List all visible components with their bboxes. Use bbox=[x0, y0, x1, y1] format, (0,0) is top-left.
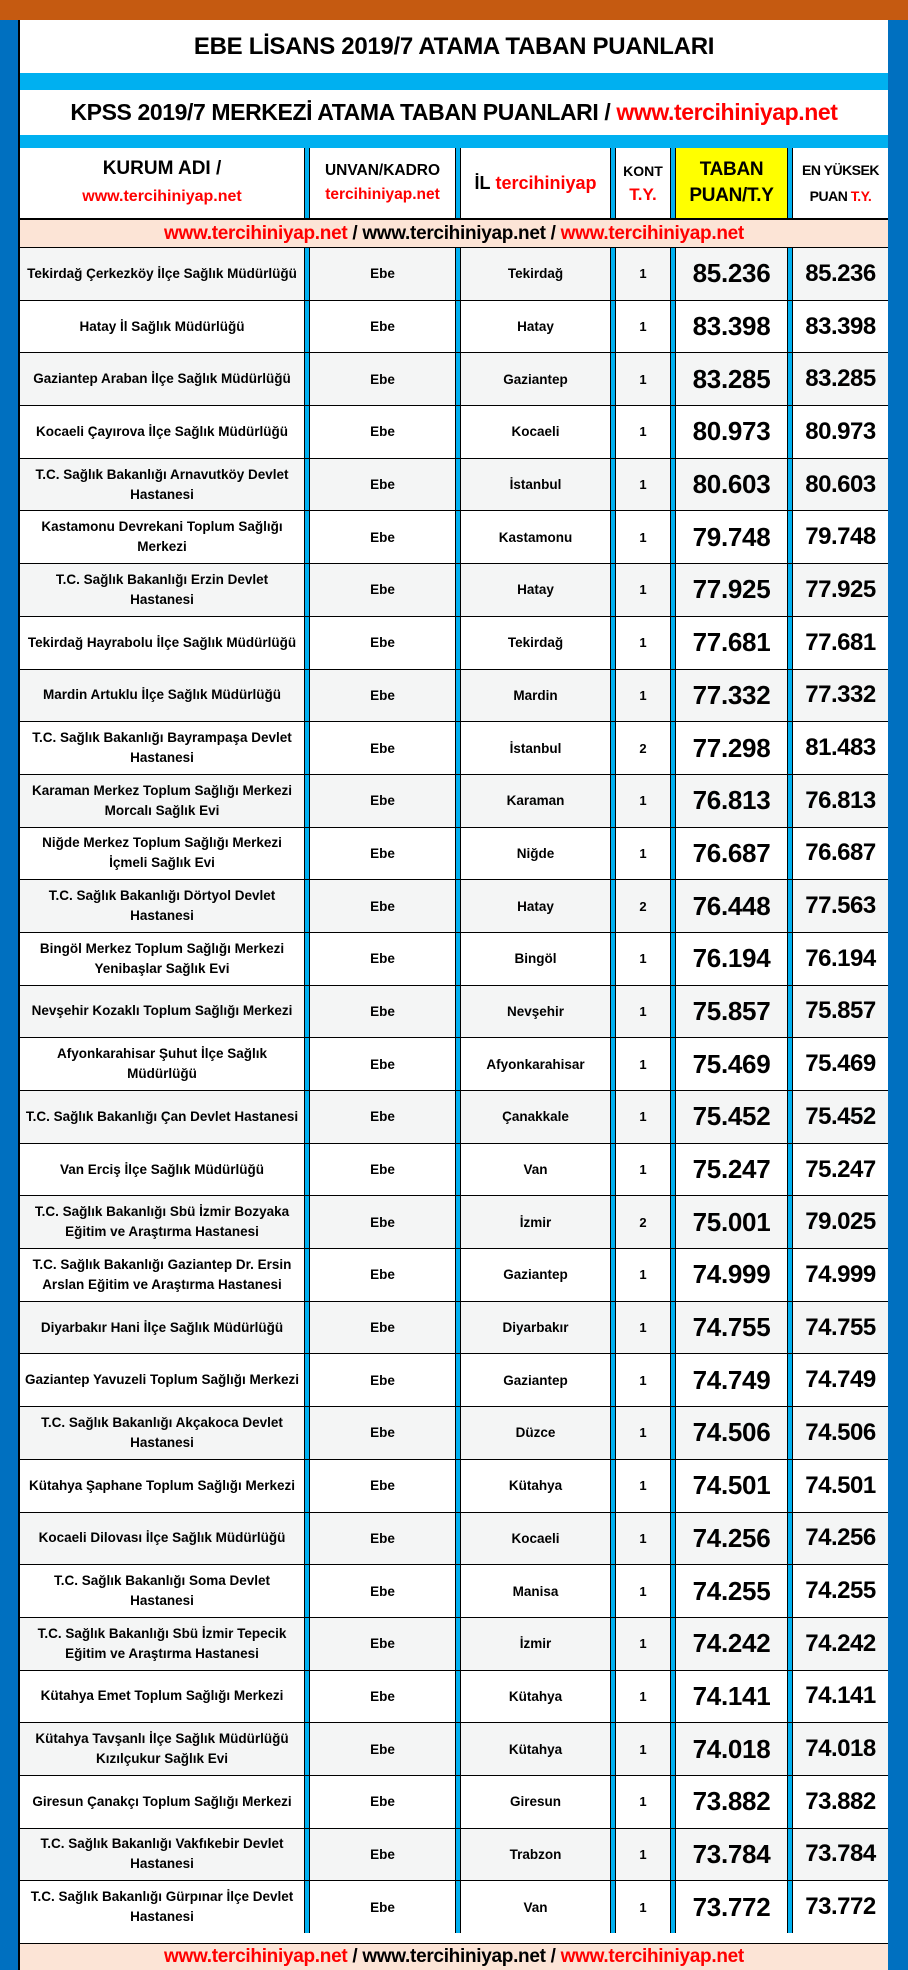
cell-en-yuksek-puan: 80.603 bbox=[793, 459, 888, 511]
cell-en-yuksek-puan: 81.483 bbox=[805, 734, 876, 762]
cell-en-yuksek-puan: 83.285 bbox=[793, 353, 888, 405]
band-link-3[interactable]: www.tercihiniyap.net bbox=[560, 1946, 744, 1967]
cell-taban-puan: 74.749 bbox=[692, 1364, 771, 1395]
band-sep-2: / bbox=[545, 222, 561, 244]
header-en-yuksek bbox=[793, 148, 888, 218]
top-accent-bar bbox=[0, 0, 908, 20]
page-subtitle bbox=[20, 90, 888, 135]
cell-en-yuksek-puan: 76.194 bbox=[805, 944, 876, 972]
cell-kurum: Kocaeli Çayırova İlçe Sağlık Müdürlüğü bbox=[35, 423, 289, 439]
header-en-yuksek-sub: T.Y. bbox=[850, 188, 872, 204]
header-kont-label: KONT bbox=[623, 163, 663, 179]
header-unvan bbox=[310, 148, 455, 218]
cell-en-yuksek-puan: 79.748 bbox=[805, 523, 876, 551]
cell-kont: 1 bbox=[639, 1056, 647, 1072]
cell-kurum: Nevşehir Kozaklı Toplum Sağlığı Merkezi bbox=[20, 986, 304, 1038]
cell-kurum: T.C. Sağlık Bakanlığı Soma Devlet Hastanesi bbox=[53, 1573, 271, 1609]
cell-kurum: T.C. Sağlık Bakanlığı Vakfıkebir Devlet Hastanesi bbox=[20, 1829, 304, 1881]
cell-unvan: Ebe bbox=[370, 319, 395, 335]
cell-en-yuksek-puan: 77.925 bbox=[793, 564, 888, 616]
cell-unvan: Ebe bbox=[310, 564, 455, 616]
cell-kont: 1 bbox=[616, 248, 670, 300]
table-body bbox=[20, 247, 888, 1933]
subtitle-text: KPSS 2019/7 MERKEZİ ATAMA TABAN PUANLARI / bbox=[70, 99, 617, 125]
table-row bbox=[20, 1195, 888, 1248]
header-taban-line1: TABAN bbox=[699, 159, 764, 180]
cell-unvan: Ebe bbox=[370, 1478, 395, 1494]
cell-en-yuksek-puan: 73.784 bbox=[793, 1829, 888, 1881]
cell-taban-puan: 83.398 bbox=[692, 311, 771, 342]
cell-il: Tekirdağ bbox=[507, 635, 564, 651]
cell-en-yuksek-puan: 73.772 bbox=[805, 1893, 876, 1921]
table-row bbox=[20, 1828, 888, 1881]
cell-kurum: T.C. Sağlık Bakanlığı Arnavutköy Devlet Hastanesi bbox=[20, 459, 304, 511]
band-sep-2: / bbox=[545, 1946, 561, 1967]
cell-en-yuksek-puan: 83.398 bbox=[805, 312, 876, 340]
cell-unvan: Ebe bbox=[370, 1056, 395, 1072]
cell-unvan: Ebe bbox=[310, 1723, 455, 1775]
cell-kurum: Bingöl Merkez Toplum Sağlığı Merkezi Yenibaşlar Sağlık Evi bbox=[39, 940, 285, 976]
cell-unvan: Ebe bbox=[370, 1267, 395, 1283]
cell-kont: 1 bbox=[639, 1583, 647, 1599]
header-il-link[interactable]: tercihiniyap bbox=[495, 172, 597, 193]
watermark-band-top bbox=[20, 220, 888, 247]
cell-il: İzmir bbox=[461, 1196, 610, 1248]
cell-kont: 1 bbox=[639, 424, 647, 440]
divider-stripe bbox=[20, 73, 888, 90]
cell-en-yuksek-puan: 77.681 bbox=[805, 628, 876, 656]
cell-unvan: Ebe bbox=[370, 529, 395, 545]
table-row bbox=[20, 721, 888, 774]
cell-kont: 1 bbox=[616, 670, 670, 722]
cell-kurum: Kastamonu Devrekani Toplum Sağlığı Merkezi bbox=[41, 519, 283, 555]
cell-il: Van bbox=[523, 1899, 548, 1915]
header-il-label: İL bbox=[474, 172, 491, 193]
cell-kurum: T.C. Sağlık Bakanlığı Çan Devlet Hastanesi bbox=[20, 1091, 304, 1143]
cell-kurum: Diyarbakır Hani İlçe Sağlık Müdürlüğü bbox=[20, 1302, 304, 1354]
table-row bbox=[20, 1143, 888, 1196]
cell-taban-puan: 75.001 bbox=[676, 1196, 787, 1248]
cell-unvan: Ebe bbox=[370, 740, 395, 756]
cell-il: Hatay bbox=[517, 319, 554, 335]
cell-il: Tekirdağ bbox=[461, 248, 610, 300]
cell-taban-puan: 79.748 bbox=[692, 521, 771, 552]
table-row bbox=[20, 352, 888, 405]
cell-unvan: Ebe bbox=[370, 1372, 395, 1388]
cell-en-yuksek-puan: 75.469 bbox=[805, 1050, 876, 1078]
cell-kurum: T.C. Sağlık Bakanlığı Sbü İzmir Tepecik Eğitim ve Araştırma Hastanesi bbox=[20, 1618, 304, 1670]
cell-kont: 1 bbox=[639, 319, 647, 335]
cell-kurum: Giresun Çanakçı Toplum Sağlığı Merkezi bbox=[32, 1793, 292, 1809]
watermark-band-bottom bbox=[20, 1943, 888, 1970]
cell-taban-puan: 73.772 bbox=[692, 1891, 771, 1922]
cell-en-yuksek-puan: 75.247 bbox=[805, 1155, 876, 1183]
cell-unvan: Ebe bbox=[370, 1162, 395, 1178]
cell-en-yuksek-puan: 74.999 bbox=[805, 1260, 876, 1288]
table-row bbox=[20, 247, 888, 300]
cell-taban-puan: 85.236 bbox=[676, 248, 787, 300]
table-row bbox=[20, 1248, 888, 1301]
cell-il: Karaman bbox=[461, 775, 610, 827]
cell-il: Hatay bbox=[461, 564, 610, 616]
cell-il: Bingöl bbox=[514, 951, 557, 967]
cell-kurum: Gaziantep Yavuzeli Toplum Sağlığı Merkezi bbox=[24, 1372, 300, 1388]
cell-kurum: T.C. Sağlık Bakanlığı Gaziantep Dr. Ersin Arslan Eğitim ve Araştırma Hastanesi bbox=[32, 1256, 292, 1292]
subtitle-link[interactable]: www.tercihiniyap.net bbox=[616, 99, 838, 125]
cell-il: Hatay bbox=[461, 880, 610, 932]
cell-kont: 1 bbox=[639, 1688, 647, 1704]
cell-en-yuksek-puan: 74.506 bbox=[793, 1407, 888, 1459]
cell-kont: 1 bbox=[616, 1407, 670, 1459]
cell-kont: 1 bbox=[616, 353, 670, 405]
cell-en-yuksek-puan: 79.025 bbox=[793, 1196, 888, 1248]
cell-unvan: Ebe bbox=[370, 845, 395, 861]
band-link-1[interactable]: www.tercihiniyap.net bbox=[164, 222, 348, 244]
cell-kurum: T.C. Sağlık Bakanlığı Sbü İzmir Bozyaka Eğitim ve Araştırma Hastanesi bbox=[20, 1196, 304, 1248]
cell-taban-puan: 74.256 bbox=[676, 1513, 787, 1565]
cell-taban-puan: 74.141 bbox=[692, 1680, 771, 1711]
table-row bbox=[20, 1617, 888, 1670]
cell-il: Çanakkale bbox=[461, 1091, 610, 1143]
cell-unvan: Ebe bbox=[310, 1091, 455, 1143]
cell-kurum: Karaman Merkez Toplum Sağlığı Merkezi Morcalı Sağlık Evi bbox=[20, 775, 304, 827]
table-row bbox=[20, 1670, 888, 1723]
band-link-2[interactable]: www.tercihiniyap.net bbox=[362, 222, 546, 244]
cell-en-yuksek-puan: 74.242 bbox=[793, 1618, 888, 1670]
cell-taban-puan: 76.813 bbox=[676, 775, 787, 827]
cell-taban-puan: 73.784 bbox=[676, 1829, 787, 1881]
table-row bbox=[20, 616, 888, 669]
cell-taban-puan: 74.501 bbox=[692, 1470, 771, 1501]
cell-en-yuksek-puan: 76.687 bbox=[805, 839, 876, 867]
cell-unvan: Ebe bbox=[370, 1583, 395, 1599]
cell-kont: 1 bbox=[639, 529, 647, 545]
table-row bbox=[20, 1564, 888, 1617]
table-row bbox=[20, 405, 888, 458]
divider-stripe bbox=[20, 135, 888, 148]
cell-kurum: Afyonkarahisar Şuhut İlçe Sağlık Müdürlüğü bbox=[56, 1046, 268, 1082]
cell-unvan: Ebe bbox=[310, 1829, 455, 1881]
header-taban-line2: PUAN/T.Y bbox=[689, 185, 774, 206]
cell-taban-puan: 74.755 bbox=[676, 1302, 787, 1354]
table-row bbox=[20, 1722, 888, 1775]
header-unvan-label: UNVAN/KADRO bbox=[324, 162, 441, 179]
cell-unvan: Ebe bbox=[370, 951, 395, 967]
cell-kont: 1 bbox=[616, 986, 670, 1038]
cell-en-yuksek-puan: 85.236 bbox=[793, 248, 888, 300]
table-row bbox=[20, 1037, 888, 1090]
table-row bbox=[20, 879, 888, 932]
cell-kont: 1 bbox=[639, 635, 647, 651]
cell-il: Gaziantep bbox=[503, 1372, 568, 1388]
cell-kont: 1 bbox=[616, 1302, 670, 1354]
header-kurum-label: KURUM ADI / bbox=[102, 158, 222, 179]
cell-taban-puan: 80.603 bbox=[676, 459, 787, 511]
cell-il: İzmir bbox=[461, 1618, 610, 1670]
cell-il: Trabzon bbox=[461, 1829, 610, 1881]
cell-taban-puan: 74.506 bbox=[676, 1407, 787, 1459]
cell-il: Mardin bbox=[461, 670, 610, 722]
cell-en-yuksek-puan: 75.452 bbox=[793, 1091, 888, 1143]
table-row bbox=[20, 669, 888, 722]
cell-unvan: Ebe bbox=[310, 1302, 455, 1354]
cell-en-yuksek-puan: 74.256 bbox=[793, 1513, 888, 1565]
cell-il: Niğde bbox=[516, 845, 555, 861]
cell-taban-puan: 74.242 bbox=[676, 1618, 787, 1670]
cell-taban-puan: 74.999 bbox=[692, 1259, 771, 1290]
cell-unvan: Ebe bbox=[310, 1513, 455, 1565]
table-row bbox=[20, 774, 888, 827]
cell-taban-puan: 77.332 bbox=[676, 670, 787, 722]
cell-taban-puan: 74.018 bbox=[676, 1723, 787, 1775]
header-en-yuksek-line1: EN YÜKSEK bbox=[802, 162, 879, 178]
cell-kurum: T.C. Sağlık Bakanlığı Bayrampaşa Devlet Hastanesi bbox=[32, 730, 292, 766]
cell-en-yuksek-puan: 74.755 bbox=[793, 1302, 888, 1354]
cell-kont: 1 bbox=[639, 1162, 647, 1178]
cell-en-yuksek-puan: 75.857 bbox=[793, 986, 888, 1038]
cell-en-yuksek-puan: 74.501 bbox=[805, 1471, 876, 1499]
cell-il: Kütahya bbox=[508, 1478, 563, 1494]
table-row bbox=[20, 563, 888, 616]
cell-il: İstanbul bbox=[509, 740, 562, 756]
cell-il: Giresun bbox=[509, 1794, 561, 1810]
cell-en-yuksek-puan: 77.563 bbox=[793, 880, 888, 932]
cell-il: Düzce bbox=[461, 1407, 610, 1459]
cell-unvan: Ebe bbox=[310, 1618, 455, 1670]
cell-taban-puan: 75.469 bbox=[692, 1048, 771, 1079]
table-row bbox=[20, 985, 888, 1038]
cell-kont: 1 bbox=[639, 951, 647, 967]
cell-taban-puan: 77.681 bbox=[692, 627, 771, 658]
cell-il: İstanbul bbox=[461, 459, 610, 511]
cell-en-yuksek-puan: 74.141 bbox=[805, 1682, 876, 1710]
cell-kurum: Kocaeli Dilovası İlçe Sağlık Müdürlüğü bbox=[20, 1513, 304, 1565]
cell-kurum: Hatay İl Sağlık Müdürlüğü bbox=[79, 318, 245, 334]
cell-taban-puan: 75.857 bbox=[676, 986, 787, 1038]
cell-kurum: Tekirdağ Hayrabolu İlçe Sağlık Müdürlüğü bbox=[27, 634, 297, 650]
cell-kont: 2 bbox=[616, 880, 670, 932]
cell-kont: 1 bbox=[616, 564, 670, 616]
header-kurum bbox=[20, 148, 304, 218]
cell-kurum: T.C. Sağlık Bakanlığı Erzin Devlet Hastanesi bbox=[20, 564, 304, 616]
cell-unvan: Ebe bbox=[310, 1407, 455, 1459]
cell-kurum: Van Erciş İlçe Sağlık Müdürlüğü bbox=[59, 1161, 265, 1177]
band-sep-1: / bbox=[347, 1946, 363, 1967]
cell-il: Afyonkarahisar bbox=[486, 1056, 585, 1072]
cell-unvan: Ebe bbox=[310, 880, 455, 932]
cell-unvan: Ebe bbox=[310, 986, 455, 1038]
cell-kont: 1 bbox=[639, 1267, 647, 1283]
band-link-2[interactable]: www.tercihiniyap.net bbox=[362, 1946, 546, 1967]
table-row bbox=[20, 1406, 888, 1459]
cell-unvan: Ebe bbox=[310, 670, 455, 722]
cell-il: Nevşehir bbox=[461, 986, 610, 1038]
cell-il: Gaziantep bbox=[503, 1267, 568, 1283]
table-header bbox=[20, 148, 888, 220]
band-link-1[interactable]: www.tercihiniyap.net bbox=[164, 1946, 348, 1967]
cell-taban-puan: 76.194 bbox=[692, 943, 771, 974]
header-en-yuksek-puan: PUAN bbox=[809, 188, 848, 204]
cell-kont: 1 bbox=[639, 1478, 647, 1494]
table-row bbox=[20, 510, 888, 563]
cell-kurum: T.C. Sağlık Bakanlığı Dörtyol Devlet Hastanesi bbox=[20, 880, 304, 932]
table-row bbox=[20, 1880, 888, 1933]
cell-kurum: Kütahya Emet Toplum Sağlığı Merkezi bbox=[40, 1688, 284, 1704]
cell-unvan: Ebe bbox=[310, 459, 455, 511]
cell-il: Manisa bbox=[512, 1583, 559, 1599]
cell-unvan: Ebe bbox=[310, 1196, 455, 1248]
table-row bbox=[20, 1301, 888, 1354]
table-row bbox=[20, 1353, 888, 1406]
header-kurum-link[interactable]: www.tercihiniyap.net bbox=[82, 188, 242, 205]
cell-kont: 1 bbox=[616, 1618, 670, 1670]
cell-taban-puan: 80.973 bbox=[692, 416, 771, 447]
band-sep-1: / bbox=[347, 222, 363, 244]
cell-kurum: Kütahya Tavşanlı İlçe Sağlık Müdürlüğü Kızılçukur Sağlık Evi bbox=[20, 1723, 304, 1775]
table-row bbox=[20, 932, 888, 985]
cell-unvan: Ebe bbox=[310, 775, 455, 827]
cell-kont: 1 bbox=[639, 1794, 647, 1810]
table-row bbox=[20, 1090, 888, 1143]
cell-taban-puan: 77.298 bbox=[692, 732, 771, 763]
cell-kont: 1 bbox=[639, 1372, 647, 1388]
cell-unvan: Ebe bbox=[370, 1899, 395, 1915]
cell-unvan: Ebe bbox=[310, 353, 455, 405]
header-taban bbox=[676, 148, 787, 218]
cell-kont: 1 bbox=[616, 1513, 670, 1565]
cell-unvan: Ebe bbox=[370, 1688, 395, 1704]
header-unvan-link[interactable]: tercihiniyap.net bbox=[325, 186, 440, 203]
table-row bbox=[20, 300, 888, 353]
cell-il: Kütahya bbox=[461, 1723, 610, 1775]
cell-il: Gaziantep bbox=[461, 353, 610, 405]
band-link-3[interactable]: www.tercihiniyap.net bbox=[560, 222, 744, 244]
cell-taban-puan: 75.452 bbox=[676, 1091, 787, 1143]
cell-taban-puan: 75.247 bbox=[692, 1154, 771, 1185]
cell-il: Kocaeli bbox=[461, 1513, 610, 1565]
cell-taban-puan: 77.925 bbox=[676, 564, 787, 616]
cell-kurum: Gaziantep Araban İlçe Sağlık Müdürlüğü bbox=[20, 353, 304, 405]
cell-taban-puan: 76.687 bbox=[692, 837, 771, 868]
table-row bbox=[20, 1459, 888, 1512]
cell-taban-puan: 74.255 bbox=[692, 1575, 771, 1606]
header-en-yuksek-line2 bbox=[810, 183, 872, 209]
cell-kont: 1 bbox=[616, 775, 670, 827]
cell-il: Kütahya bbox=[508, 1688, 563, 1704]
right-border bbox=[888, 20, 908, 1970]
cell-en-yuksek-puan: 74.749 bbox=[805, 1366, 876, 1394]
cell-il: Van bbox=[523, 1162, 548, 1178]
header-il bbox=[461, 148, 610, 218]
cell-en-yuksek-puan: 80.973 bbox=[805, 417, 876, 445]
cell-kurum: T.C. Sağlık Bakanlığı Akçakoca Devlet Hastanesi bbox=[20, 1407, 304, 1459]
cell-en-yuksek-puan: 74.018 bbox=[793, 1723, 888, 1775]
cell-kurum: Tekirdağ Çerkezköy İlçe Sağlık Müdürlüğü bbox=[20, 248, 304, 300]
table-row bbox=[20, 458, 888, 511]
cell-kont: 1 bbox=[616, 1829, 670, 1881]
cell-en-yuksek-puan: 77.332 bbox=[793, 670, 888, 722]
cell-kont: 1 bbox=[616, 1723, 670, 1775]
page-title: EBE LİSANS 2019/7 ATAMA TABAN PUANLARI bbox=[193, 32, 715, 60]
cell-il: Diyarbakır bbox=[461, 1302, 610, 1354]
table-row bbox=[20, 827, 888, 880]
cell-unvan: Ebe bbox=[370, 635, 395, 651]
cell-unvan: Ebe bbox=[310, 248, 455, 300]
left-border bbox=[0, 20, 18, 1970]
cell-taban-puan: 73.882 bbox=[692, 1786, 771, 1817]
cell-unvan: Ebe bbox=[370, 1794, 395, 1810]
cell-unvan: Ebe bbox=[370, 424, 395, 440]
cell-kurum: Niğde Merkez Toplum Sağlığı Merkezi İçmeli Sağlık Evi bbox=[42, 835, 282, 871]
cell-taban-puan: 76.448 bbox=[676, 880, 787, 932]
cell-en-yuksek-puan: 74.255 bbox=[805, 1577, 876, 1605]
header-kont-sub: T.Y. bbox=[629, 185, 657, 204]
cell-en-yuksek-puan: 76.813 bbox=[793, 775, 888, 827]
cell-kurum: T.C. Sağlık Bakanlığı Gürpınar İlçe Devlet Hastanesi bbox=[30, 1889, 294, 1925]
table-row bbox=[20, 1775, 888, 1828]
cell-il: Kocaeli bbox=[511, 424, 560, 440]
cell-kont: 1 bbox=[616, 1091, 670, 1143]
cell-taban-puan: 83.285 bbox=[676, 353, 787, 405]
cell-kont: 1 bbox=[616, 459, 670, 511]
cell-kont: 2 bbox=[639, 740, 647, 756]
cell-kont: 1 bbox=[639, 845, 647, 861]
cell-kont: 2 bbox=[616, 1196, 670, 1248]
cell-kont: 1 bbox=[639, 1899, 647, 1915]
cell-en-yuksek-puan: 73.882 bbox=[805, 1787, 876, 1815]
table-row bbox=[20, 1512, 888, 1565]
cell-kurum: Mardin Artuklu İlçe Sağlık Müdürlüğü bbox=[20, 670, 304, 722]
score-sheet bbox=[20, 20, 888, 1970]
cell-il: Kastamonu bbox=[498, 529, 573, 545]
cell-kurum: Kütahya Şaphane Toplum Sağlığı Merkezi bbox=[28, 1477, 296, 1493]
header-kont bbox=[616, 148, 670, 218]
